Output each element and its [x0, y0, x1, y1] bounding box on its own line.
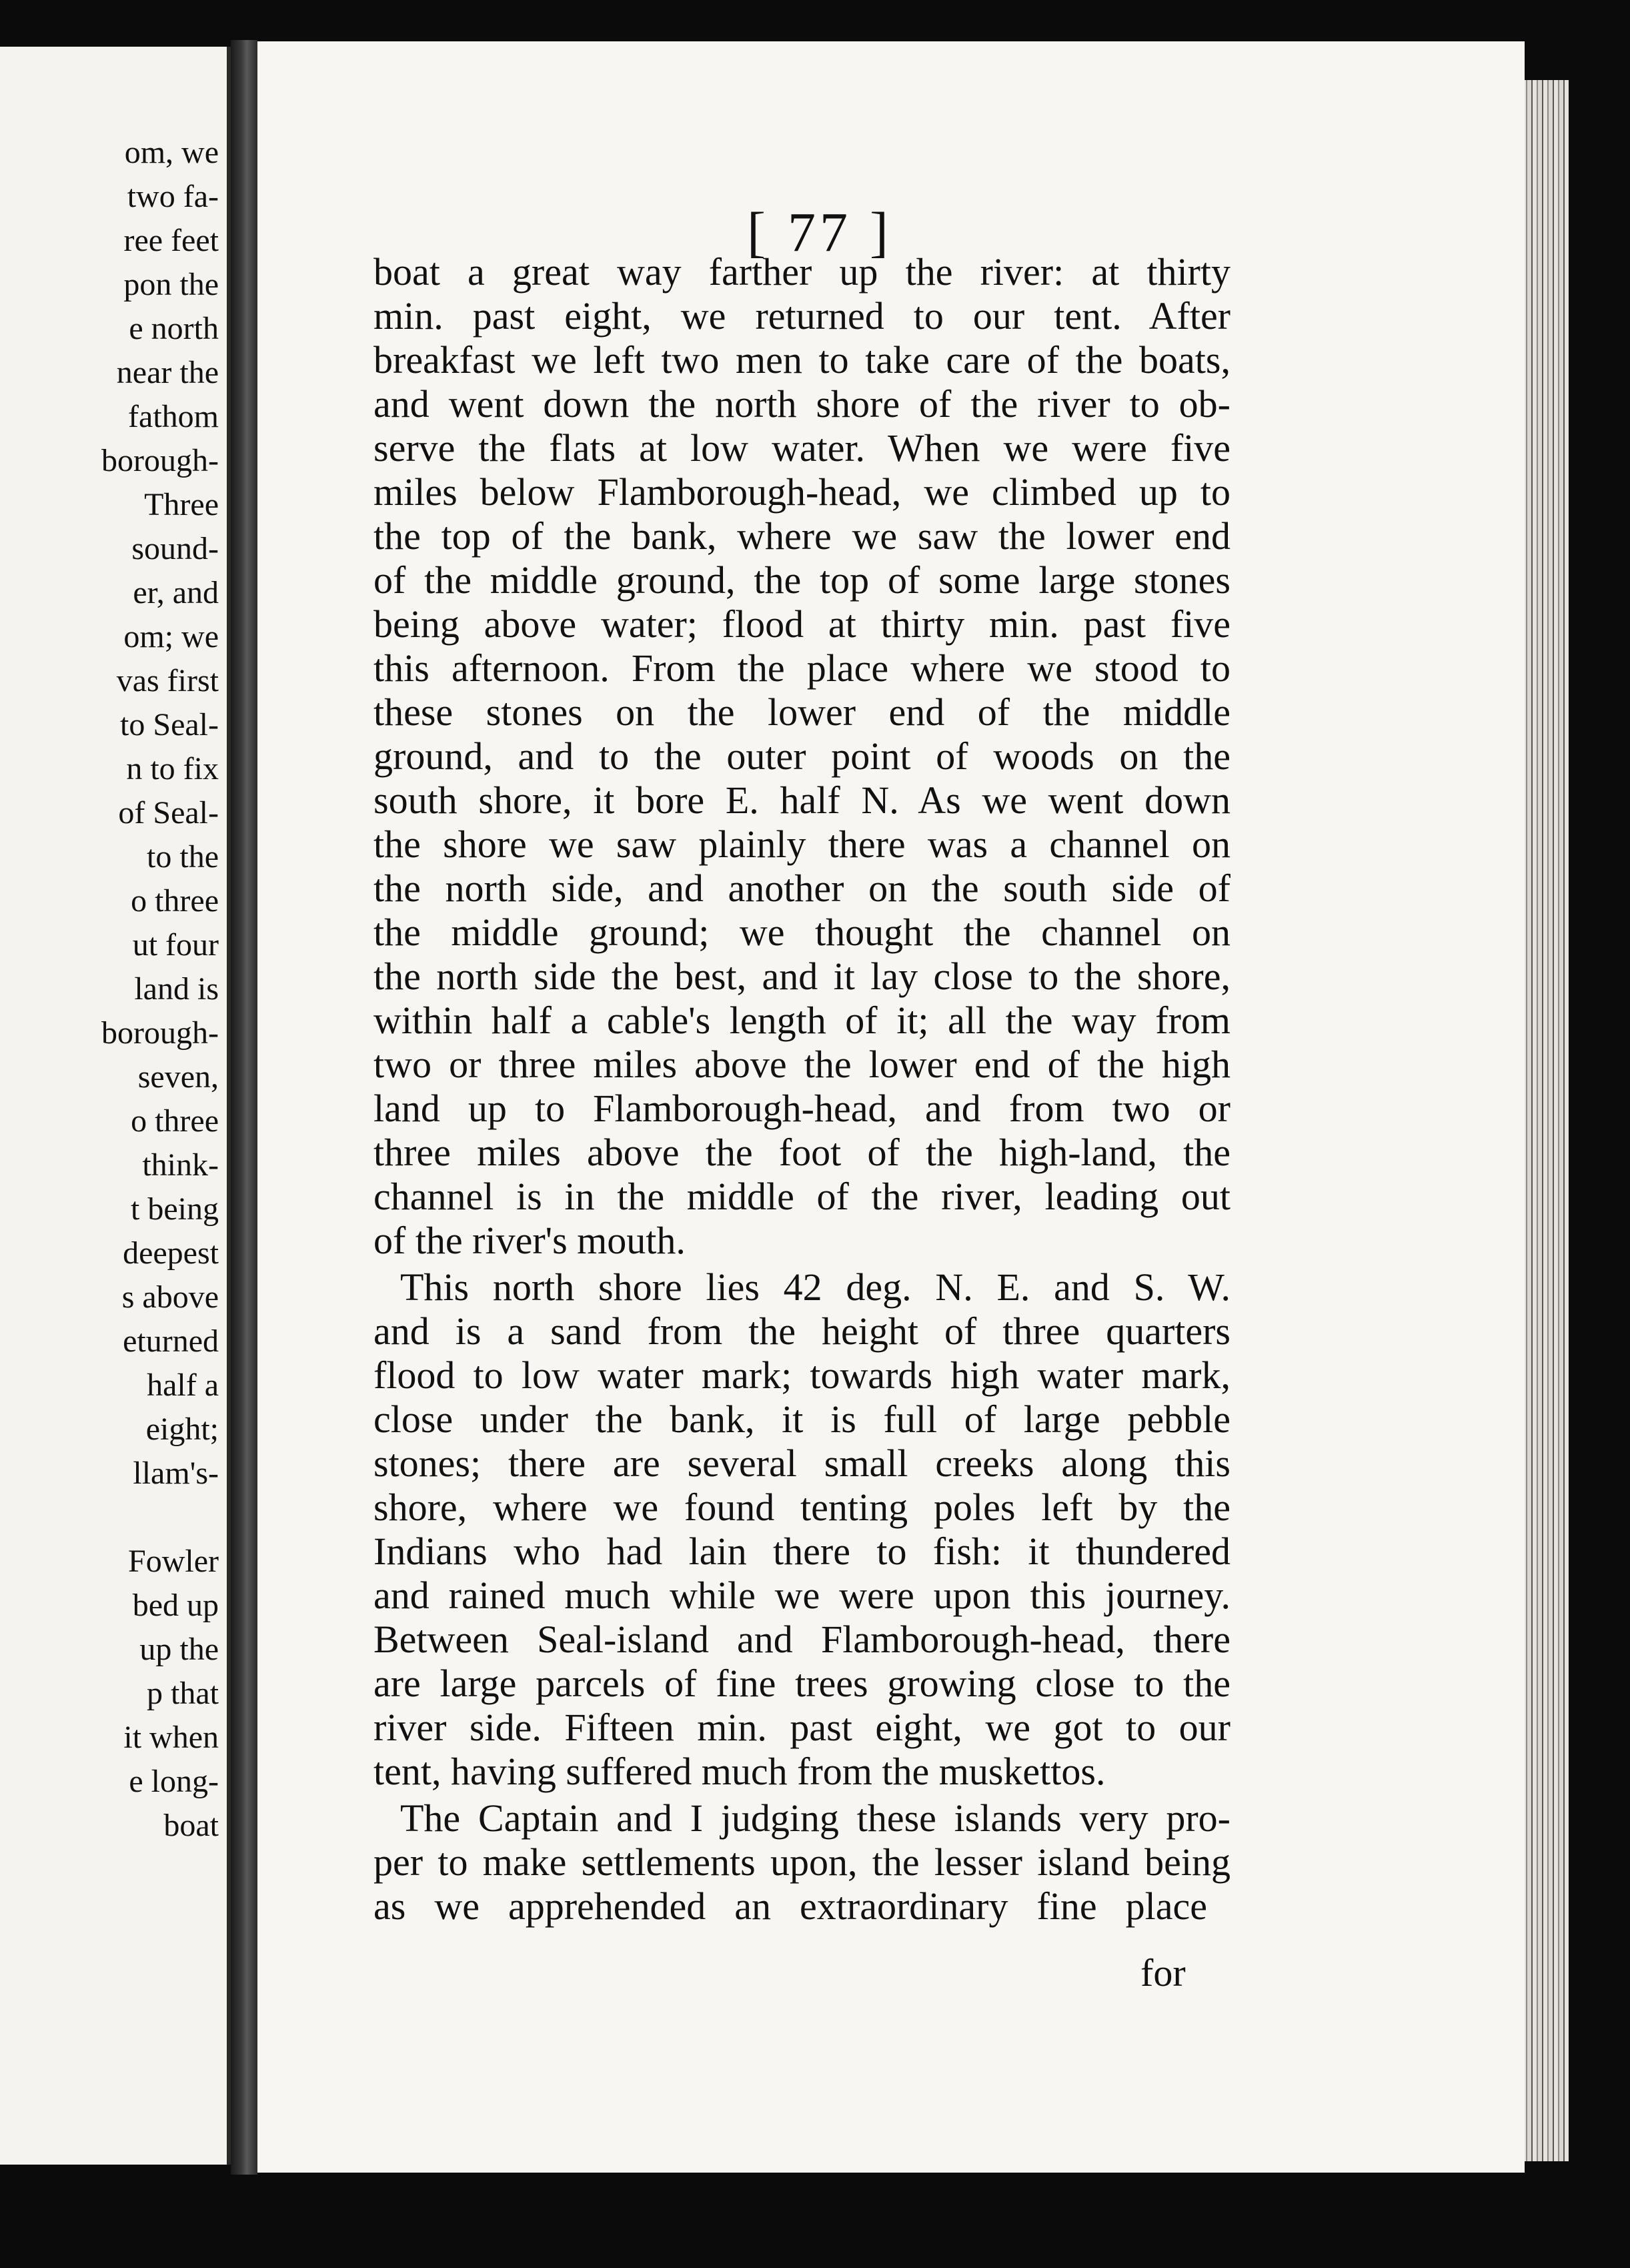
left-page: [0, 47, 231, 2165]
text-line: three miles above the foot of the high-land, the: [373, 1131, 1231, 1174]
left-page-line: two fa-: [127, 179, 219, 214]
text-line: of the middle ground, the top of some large stones: [373, 558, 1231, 602]
left-page-line: up the: [139, 1632, 219, 1667]
left-page-line: er, and: [133, 575, 219, 610]
text-line: and is a sand from the height of three quarters: [373, 1309, 1231, 1353]
left-page-line: deepest: [123, 1235, 219, 1271]
text-line: min. past eight, we returned to our tent. After: [373, 294, 1231, 338]
text-line: this afternoon. From the place where we stood to: [373, 646, 1231, 690]
left-page-line: Three: [144, 487, 219, 522]
left-page-line: bed up: [132, 1588, 219, 1623]
left-page-line: o three: [131, 1103, 219, 1139]
text-line: breakfast we left two men to take care of the boats,: [373, 338, 1231, 382]
left-page-line: vas first: [116, 663, 219, 698]
left-page-line: e north: [129, 311, 219, 346]
text-line: the north side, and another on the south side of: [373, 867, 1231, 910]
left-page-line: Fowler: [128, 1544, 219, 1579]
left-page-line: n to fix: [126, 751, 219, 786]
book-gutter: [231, 40, 257, 2175]
left-page-line: pon the: [123, 267, 219, 302]
left-page-line: t being: [131, 1191, 219, 1227]
left-page-line: half a: [147, 1367, 219, 1403]
text-line: are large parcels of fine trees growing close to the: [373, 1662, 1231, 1705]
text-line: as we apprehended an extraordinary fine place: [373, 1884, 1207, 1928]
text-line: the shore we saw plainly there was a channel on: [373, 822, 1231, 866]
left-page-line: ree feet: [123, 223, 219, 258]
text-line: This north shore lies 42 deg. N. E. and S. W.: [400, 1265, 1231, 1309]
text-line: south shore, it bore E. half N. As we went down: [373, 778, 1231, 822]
left-page-line: land is: [134, 971, 219, 1007]
left-page-line: borough-: [101, 443, 219, 478]
text-line: and rained much while we were upon this journey.: [373, 1574, 1231, 1617]
text-line: land up to Flamborough-head, and from two or: [373, 1087, 1231, 1130]
text-line: the north side the best, and it lay close to the shore,: [373, 955, 1231, 998]
left-page-line: of Seal-: [118, 795, 219, 830]
left-page-line: borough-: [101, 1015, 219, 1051]
text-line: Indians who had lain there to fish: it thundered: [373, 1530, 1231, 1573]
text-line: of the river's mouth.: [373, 1219, 686, 1262]
text-line: being above water; flood at thirty min. past five: [373, 602, 1231, 646]
page-number: [ 77 ]: [747, 201, 892, 263]
left-page-line: eight;: [145, 1411, 219, 1447]
text-line: these stones on the lower end of the middle: [373, 690, 1231, 734]
left-page-line: e long-: [129, 1764, 219, 1799]
text-line: river side. Fifteen min. past eight, we got to our: [373, 1706, 1231, 1749]
text-line: boat a great way farther up the river: at thirty: [373, 250, 1231, 294]
page-edges: [1522, 80, 1569, 2161]
left-page-line: to the: [147, 839, 219, 875]
text-line: the middle ground; we thought the channel on: [373, 911, 1231, 954]
text-line: close under the bank, it is full of large pebble: [373, 1397, 1231, 1441]
left-page-line: seven,: [137, 1059, 219, 1095]
left-page-line: llam's-: [133, 1456, 219, 1491]
left-page-line: s above: [121, 1279, 219, 1315]
left-page-line: think-: [142, 1147, 219, 1183]
text-line: per to make settlements upon, the lesser island being: [373, 1840, 1231, 1884]
left-page-line: it when: [123, 1720, 219, 1755]
left-page-line: fathom: [128, 399, 219, 434]
text-line: serve the flats at low water. When we were five: [373, 426, 1231, 470]
left-page-line: om; we: [123, 619, 219, 654]
text-line: and went down the north shore of the river to ob-: [373, 382, 1231, 426]
text-line: shore, where we found tenting poles left by the: [373, 1486, 1231, 1529]
text-line: stones; there are several small creeks along this: [373, 1442, 1231, 1485]
left-page-line: eturned: [123, 1323, 219, 1359]
left-page-line: ut four: [132, 927, 219, 963]
text-line: Between Seal-island and Flamborough-head, there: [373, 1618, 1231, 1661]
left-page-line: boat: [163, 1808, 219, 1843]
text-line: channel is in the middle of the river, leading out: [373, 1175, 1231, 1218]
text-line: flood to low water mark; towards high water mark,: [373, 1353, 1231, 1397]
left-page-line: sound-: [131, 531, 219, 566]
left-page-line: near the: [116, 355, 219, 390]
text-line: ground, and to the outer point of woods on the: [373, 734, 1231, 778]
text-line: within half a cable's length of it; all the way from: [373, 999, 1231, 1042]
left-page-line: o three: [131, 883, 219, 919]
catchword: for: [1140, 1951, 1186, 1995]
text-line: The Captain and I judging these islands very pro-: [400, 1796, 1231, 1840]
text-line: the top of the bank, where we saw the lower end: [373, 514, 1231, 558]
left-page-line: p that: [147, 1676, 219, 1711]
left-page-line: to Seal-: [120, 707, 219, 742]
text-line: tent, having suffered much from the muskettos.: [373, 1750, 1106, 1793]
text-line: two or three miles above the lower end of the high: [373, 1043, 1231, 1086]
left-page-line: om, we: [124, 135, 219, 170]
text-line: miles below Flamborough-head, we climbed up to: [373, 470, 1231, 514]
